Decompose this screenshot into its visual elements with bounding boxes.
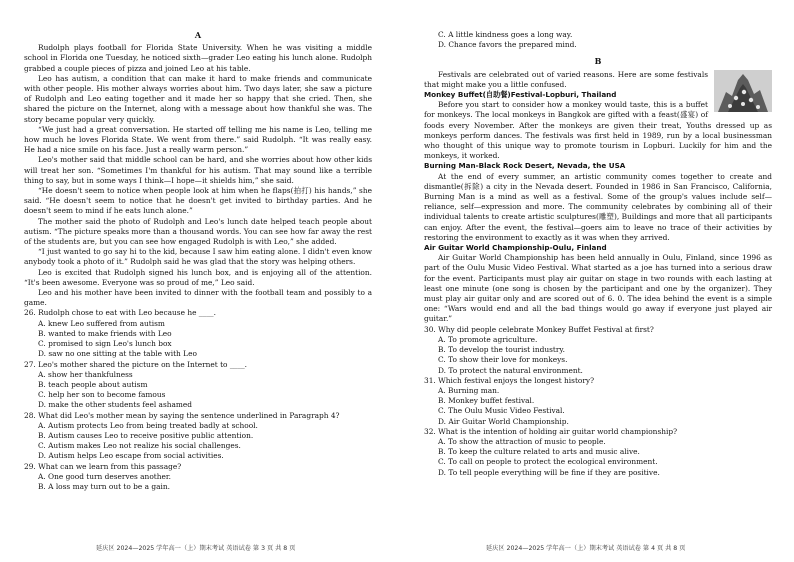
passage-a-paragraph: Leo has autism, a condition that can make it hard to make friends and communicate with other people. His mother always worries about him. Two days later, she saw a picture of Rudolph and Leo eating together and it made her so happy that she cried. Then, she shared the picture on the Internet, along with a message about how thankful she was. The story became popular very quickly.	[24, 73, 372, 124]
question-26	[24, 308, 372, 359]
page-footer-right: 延庆区 2024—2025 学年高一（上）期末考试 英语试卷 第 4 页 共 8 页	[486, 545, 686, 552]
passage-a-paragraph: Rudolph plays football for Florida State University. When he was visiting a middle school in Florida one Tuesday, he noticed sixth—grader Leo eating his lunch alone. Rudolph grabbed a couple pieces of pizza and joined Leo at his table.	[24, 43, 372, 73]
option-c: C. To show their love for monkeys.	[438, 355, 568, 365]
passage-a-paragraph: “I just wanted to go say hi to the kid, because I saw him eating alone. I didn't even know anybody took a photo of it.” Rudolph said he was glad that the story was helping others.	[24, 247, 372, 267]
question-28	[24, 411, 372, 462]
option-a: A. To promote agriculture.	[438, 334, 538, 344]
passage-b-intro: Festivals are celebrated out of varied reasons. Here are some festivals that might make you a little confused.	[424, 69, 708, 89]
option-c: C. To call on people to protect the ecological environment.	[438, 457, 658, 467]
question-stem: 32. What is the intention of holding air guitar world championship?	[424, 426, 678, 436]
option-d: D. Air Guitar World Championship.	[438, 416, 569, 426]
question-stem: 29. What can we learn from this passage?	[24, 461, 182, 471]
option-c: C. Autism makes Leo not realize his social challenges.	[38, 441, 241, 451]
option-d: D. Autism helps Leo escape from social activities.	[38, 451, 224, 461]
option-b: B. wanted to make friends with Leo	[38, 328, 172, 338]
monkey-statue-photo	[714, 70, 772, 112]
monkey-statue-image	[714, 70, 772, 112]
passage-a-paragraph: Leo and his mother have been invited to dinner with the football team and possibly to a game.	[24, 288, 372, 308]
passage-a-paragraph: “We just had a great conversation. He started off telling me his name is Leo, telling me how much he loves Florida State. We went from there.” said Rudolph. “It was really easy. He had a nice smile on his face. Just a really warm person.”	[24, 124, 372, 155]
festival-description: Before you start to consider how a monkey would taste, this is a buffet for monkeys. The local monkeys in Bangkok are gifted with a feast(盛宴) of foods every November. After the monkeys are given their treat, Youths dressed up as monkeys perform dances. The festivals was first held in 1989, run by a local businessman who thought of this unique way to promote tourism in Lopburi. Luckily for him and the monkeys, it worked.	[424, 100, 772, 161]
passage-a-paragraph: “He doesn't seem to notice when people look at him when he flaps(拍打) his hands,” she said. “He doesn't seem to notice that he doesn't get invited to birthday parties. And he doesn't seem to mind if he eats lunch alone.”	[24, 186, 372, 216]
option-a: A. One good turn deserves another.	[38, 471, 171, 481]
question-stem: 26. Rudolph chose to eat with Leo because he ____.	[24, 308, 216, 318]
question-29-continued	[424, 30, 772, 50]
festival-heading: Burning Man-Black Rock Desert, Nevada, the USA	[424, 161, 626, 171]
question-32	[424, 427, 772, 478]
option-b: B. To keep the culture related to arts and music alive.	[438, 447, 640, 457]
question-stem: 28. What did Leo's mother mean by saying the sentence underlined in Paragraph 4?	[24, 410, 340, 420]
option-a: A. To show the attraction of music to people.	[438, 436, 606, 446]
option-a: A. knew Leo suffered from autism	[38, 318, 165, 328]
festival-description: Air Guitar World Championship has been held annually in Oulu, Finland, since 1996 as part of the Oulu Music Video Festival. What started as a joe has turned into a serious draw for the event. Participants must play air guitar on stage in two rounds with each lasting at least one minute (one song is chosen by the participant and one by the organizer). They must play air guitar only and are scored out of 6. 0. The idea behind the event is a simple one: “Wars would end and all the bad things would go away if everyone just played air guitar.”	[424, 253, 772, 324]
question-30	[424, 325, 772, 376]
option-c: C. The Oulu Music Video Festival.	[438, 406, 565, 416]
option-d: D. saw no one sitting at the table with Leo	[38, 349, 197, 359]
option-d: D. To tell people everything will be fine if they are positive.	[438, 467, 660, 477]
passage-a-paragraph: The mother said the photo of Rudolph and Leo's lunch date helped teach people about autism. “The picture speaks more than a thousand words. You can see how far away the rest of the students are, but you can see how engaged Rudolph is with Leo,” she added.	[24, 216, 372, 247]
question-stem: 27. Leo's mother shared the picture on the Internet to ____.	[24, 359, 247, 369]
question-29	[24, 462, 372, 493]
section-b-label: B	[594, 56, 602, 67]
festival-heading: Monkey Buffet(自助餐)Festival-Lopburi, Thailand	[424, 90, 617, 100]
question-31	[424, 376, 772, 427]
option-d: D. To protect the natural environment.	[438, 365, 583, 375]
question-stem: 31. Which festival enjoys the longest history?	[424, 375, 595, 385]
passage-a-paragraph: Leo is excited that Rudolph signed his lunch box, and is enjoying all of the attention. “It's been awesome. Everyone was so proud of me,” Leo said.	[24, 267, 372, 287]
option-b: B. A loss may turn out to be a gain.	[38, 481, 170, 491]
passage-a	[24, 43, 372, 308]
option-b: B. Monkey buffet festival.	[438, 396, 535, 406]
right-page	[424, 30, 772, 478]
passage-a-paragraph: Leo's mother said that middle school can be hard, and she worries about how other kids will treat her son. “Sometimes I'm thankful for his autism. That may sound like a terrible thing to say, but in some ways I think—I hope—it shields him,” she said.	[24, 155, 372, 185]
option-d: D. Chance favors the prepared mind.	[438, 40, 577, 50]
option-a: A. Autism protects Leo from being treated badly at school.	[38, 420, 258, 430]
left-page	[24, 30, 372, 492]
festival-description: At the end of every summer, an artistic community comes together to create and dismantle(拆除) a city in the Nevada desert. Founded in 1986 in San Francisco, California, Burning Man is a mind as well as a festival. Some of the group's values include self—reliance, self—expression and more. The community celebrates by combining all of their individual talents to create artistic sculptures(雕塑), Buildings and more that all participants can enjoy. After the event, the festival—goers aim to leave no trace of their activities by restoring the environment to exactly as it was when they arrived.	[424, 171, 772, 242]
option-b: B. To develop the tourist industry.	[438, 345, 565, 355]
option-c: C. promised to sign Leo's lunch box	[38, 339, 172, 349]
page-footer-left: 延庆区 2024—2025 学年高一（上）期末考试 英语试卷 第 3 页 共 8 页	[96, 545, 296, 552]
section-a-label: A	[194, 30, 202, 40]
option-a: A. Burning man.	[438, 385, 500, 395]
question-27	[24, 360, 372, 411]
option-d: D. make the other students feel ashamed	[38, 400, 193, 410]
question-stem: 30. Why did people celebrate Monkey Buffet Festival at first?	[424, 324, 654, 334]
option-c: C. help her son to become famous	[38, 390, 166, 400]
option-a: A. show her thankfulness	[38, 369, 133, 379]
option-b: B. Autism causes Leo to receive positive public attention.	[38, 430, 254, 440]
option-b: B. teach people about autism	[38, 379, 148, 389]
festival-heading: Air Guitar World Championship-Oulu, Finland	[424, 243, 607, 253]
option-c: C. A little kindness goes a long way.	[438, 30, 573, 39]
